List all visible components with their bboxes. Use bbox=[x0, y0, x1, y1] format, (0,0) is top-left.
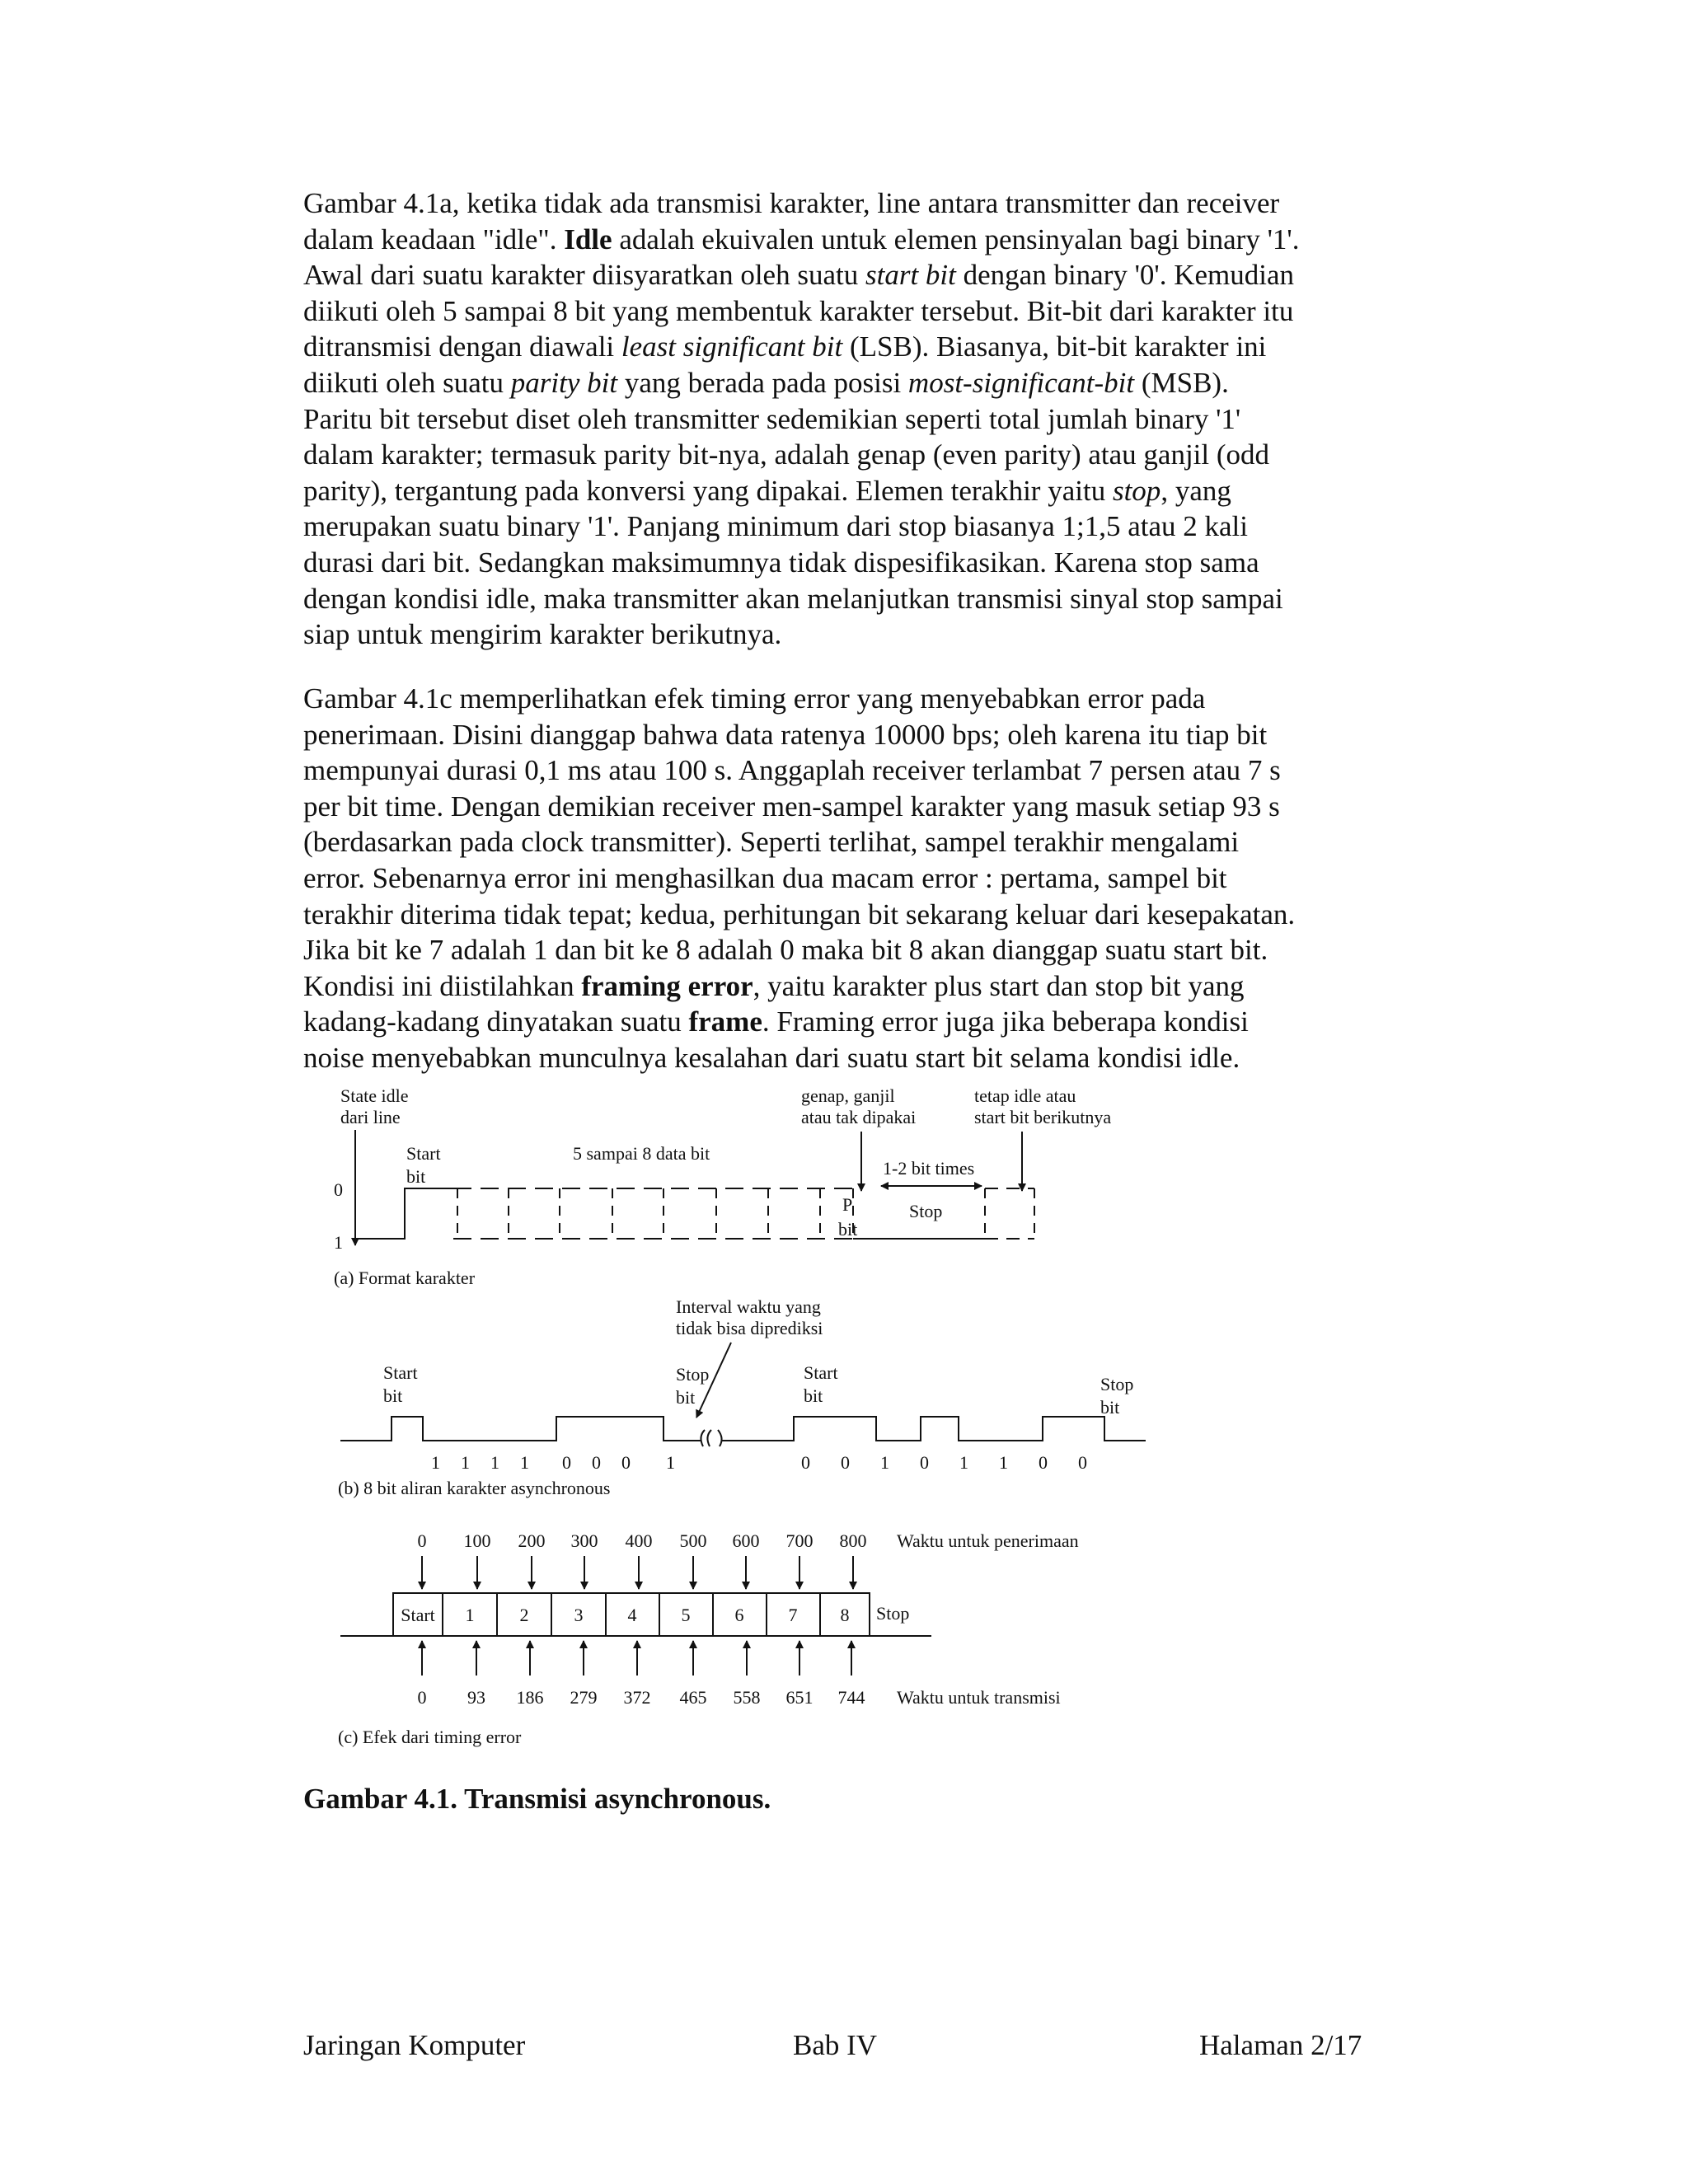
transmit-time: 279 bbox=[570, 1687, 598, 1708]
receive-time: 200 bbox=[518, 1530, 546, 1551]
transmit-time: 651 bbox=[785, 1687, 814, 1708]
text-run: adalah ekuivalen untuk elemen pensinyalan bagi binary '1'. bbox=[612, 223, 1300, 255]
receive-time: 500 bbox=[679, 1530, 707, 1551]
cell-label: 8 bbox=[840, 1605, 850, 1625]
text-run: Kondisi ini diistilahkan bbox=[303, 969, 582, 1002]
text-run: Paritu bit tersebut diset oleh transmitter sedemikian seperti total jumlah binary '1' bbox=[303, 402, 1241, 435]
label-b-stop: Stop bbox=[676, 1364, 710, 1385]
text-line bbox=[303, 401, 1391, 438]
bit-label: 1 bbox=[461, 1452, 470, 1473]
receive-arrows bbox=[422, 1556, 853, 1589]
receive-time: 0 bbox=[417, 1530, 427, 1551]
label-parity-2: atau tak dipakai bbox=[801, 1107, 917, 1127]
footer-book-title: Jaringan Komputer bbox=[303, 2029, 526, 2061]
caption-b: (b) 8 bit aliran karakter asynchronous bbox=[338, 1478, 611, 1498]
paragraph-frame-format bbox=[303, 185, 1391, 653]
label-level-1: 1 bbox=[334, 1232, 343, 1253]
text-line bbox=[303, 968, 1391, 1005]
bit-label: 1 bbox=[490, 1452, 499, 1473]
text-run: , yaitu karakter plus start dan stop bit yang bbox=[753, 969, 1245, 1002]
bit-label: 1 bbox=[520, 1452, 529, 1473]
figure-b bbox=[338, 1296, 1146, 1498]
italic-term: stop bbox=[1112, 474, 1161, 507]
label-b-stop-bit: bit bbox=[676, 1387, 696, 1408]
label-level-0: 0 bbox=[334, 1179, 343, 1200]
bit-label: 1 bbox=[431, 1452, 440, 1473]
label-dari-line: dari line bbox=[340, 1107, 401, 1127]
label-c-stop: Stop bbox=[876, 1603, 910, 1624]
figure-caption: Gambar 4.1. Transmisi asynchronous. bbox=[303, 1783, 771, 1815]
transmit-time: 93 bbox=[467, 1687, 485, 1708]
waveform-next-dashed bbox=[985, 1188, 1034, 1239]
label-p-bit: bit bbox=[838, 1219, 858, 1240]
waveform-char-2 bbox=[721, 1417, 1146, 1441]
label-stop: Stop bbox=[909, 1201, 943, 1221]
transmit-arrows bbox=[422, 1641, 851, 1675]
receive-time: 800 bbox=[839, 1530, 867, 1551]
text-line bbox=[303, 545, 1391, 581]
text-run: . Framing error juga jika beberapa kondisi bbox=[762, 1005, 1249, 1038]
transmit-time: 744 bbox=[837, 1687, 865, 1708]
italic-term: least significant bit bbox=[621, 330, 843, 363]
text-run: Gambar 4.1c memperlihatkan efek timing error yang menyebabkan error pada bbox=[303, 682, 1206, 715]
bit-label: 0 bbox=[592, 1452, 601, 1473]
text-run: (MSB). bbox=[1134, 366, 1229, 399]
receive-times bbox=[418, 1530, 867, 1551]
bit-label: 0 bbox=[801, 1452, 810, 1473]
text-run: diikuti oleh 5 sampai 8 bit yang membentuk karakter tersebut. Bit-bit dari karakter itu bbox=[303, 294, 1294, 327]
label-b-start2: Start bbox=[804, 1362, 838, 1383]
text-run: Awal dari suatu karakter diisyaratkan oleh suatu bbox=[303, 259, 865, 292]
text-run: dalam karakter; termasuk parity bit-nya, adalah genap (even parity) atau ganjil (odd bbox=[303, 438, 1270, 471]
footer-chapter: Bab IV bbox=[793, 2029, 878, 2061]
text-run: durasi dari bit. Sedangkan maksimumnya tidak dispesifikasikan. Karena stop sama bbox=[303, 546, 1259, 579]
text-line bbox=[303, 437, 1391, 473]
text-line bbox=[303, 932, 1391, 968]
italic-term: start bit bbox=[865, 259, 956, 292]
label-parity-1: genap, ganjil bbox=[801, 1085, 895, 1106]
text-line bbox=[303, 581, 1391, 617]
label-b-start2-bit: bit bbox=[804, 1385, 823, 1406]
label-start: Start bbox=[406, 1143, 441, 1164]
text-line bbox=[303, 860, 1391, 897]
text-run: dengan kondisi idle, maka transmitter akan melanjutkan transmisi sinyal stop sampai bbox=[303, 582, 1283, 615]
text-run: error. Sebenarnya error ini menghasilkan dua macam error : pertama, sampel bit bbox=[303, 861, 1227, 894]
bit-label: 1 bbox=[999, 1452, 1008, 1473]
bold-term: frame bbox=[688, 1005, 762, 1038]
text-run: , yang bbox=[1160, 474, 1231, 507]
transmit-time: 186 bbox=[516, 1687, 544, 1708]
bits-first bbox=[431, 1452, 675, 1473]
bit-label: 0 bbox=[841, 1452, 850, 1473]
text-line bbox=[303, 752, 1391, 789]
text-run: diikuti oleh suatu bbox=[303, 366, 511, 399]
cell-label: 3 bbox=[574, 1605, 584, 1625]
bit-label: 1 bbox=[880, 1452, 889, 1473]
transmit-time: 0 bbox=[417, 1687, 427, 1708]
text-run: (LSB). Biasanya, bit-bit karakter ini bbox=[842, 330, 1267, 363]
bit-label: 0 bbox=[1039, 1452, 1048, 1473]
text-run: kadang-kadang dinyatakan suatu bbox=[303, 1005, 689, 1038]
label-data-bits: 5 sampai 8 data bit bbox=[573, 1143, 710, 1164]
cell-label: Start bbox=[401, 1605, 435, 1625]
label-start-bit: bit bbox=[406, 1166, 426, 1187]
frame-cells bbox=[401, 1605, 849, 1625]
text-line bbox=[303, 1040, 1391, 1076]
text-run: ditransmisi dengan diawali bbox=[303, 330, 621, 363]
transmit-time: 372 bbox=[623, 1687, 651, 1708]
text-run: Gambar 4.1a, ketika tidak ada transmisi karakter, line antara transmitter dan receiver bbox=[303, 187, 1280, 219]
cell-label: 1 bbox=[465, 1605, 475, 1625]
label-p: P bbox=[842, 1194, 853, 1215]
figure-a bbox=[334, 1085, 1111, 1288]
label-interval-1: Interval waktu yang bbox=[676, 1296, 821, 1317]
italic-term: parity bit bbox=[510, 366, 618, 399]
waveform-char-1 bbox=[340, 1417, 701, 1441]
text-run: Jika bit ke 7 adalah 1 dan bit ke 8 adalah 0 maka bit 8 akan dianggap suatu start bit. bbox=[303, 934, 1268, 967]
text-line bbox=[303, 616, 1391, 653]
label-b-stop2-bit: bit bbox=[1100, 1397, 1120, 1418]
text-line bbox=[303, 681, 1391, 717]
text-line bbox=[303, 824, 1391, 860]
text-line bbox=[303, 222, 1391, 258]
bit-label: 1 bbox=[666, 1452, 675, 1473]
caption-c: (c) Efek dari timing error bbox=[338, 1727, 522, 1747]
text-run: noise menyebabkan munculnya kesalahan dari suatu start bit selama kondisi idle. bbox=[303, 1041, 1240, 1074]
transmit-times bbox=[418, 1687, 865, 1708]
bits-second bbox=[801, 1452, 1087, 1473]
text-run: mempunyai durasi 0,1 ms atau 100 s. Anggaplah receiver terlambat 7 persen atau 7 s bbox=[303, 754, 1281, 787]
cell-label: 7 bbox=[788, 1605, 798, 1625]
waveform-start bbox=[357, 1188, 453, 1239]
text-run: siap untuk mengirim karakter berikutnya. bbox=[303, 618, 782, 651]
label-idle-1: tetap idle atau bbox=[974, 1085, 1076, 1106]
receive-time: 300 bbox=[570, 1530, 598, 1551]
text-run: penerimaan. Disini dianggap bahwa data ratenya 10000 bps; oleh karena itu tiap bit bbox=[303, 718, 1268, 751]
cell-label: 5 bbox=[681, 1605, 691, 1625]
text-run: dalam keadaan "idle". bbox=[303, 223, 565, 255]
bit-label: 0 bbox=[1078, 1452, 1087, 1473]
cell-label: 6 bbox=[734, 1605, 744, 1625]
receive-time: 100 bbox=[463, 1530, 491, 1551]
label-b-stop2: Stop bbox=[1100, 1374, 1134, 1394]
text-run: terakhir diterima tidak tepat; kedua, perhitungan bit sekarang keluar dari kesepakatan. bbox=[303, 898, 1296, 930]
label-receive: Waktu untuk penerimaan bbox=[897, 1530, 1079, 1551]
label-interval-2: tidak bisa diprediksi bbox=[676, 1318, 823, 1338]
text-line bbox=[303, 365, 1391, 401]
label-b-start: Start bbox=[383, 1362, 418, 1383]
cell-label: 4 bbox=[627, 1605, 637, 1625]
figure-c bbox=[338, 1530, 1079, 1747]
gap-squiggle bbox=[701, 1430, 721, 1446]
text-line bbox=[303, 509, 1391, 545]
text-run: (berdasarkan pada clock transmitter). Seperti terlihat, sampel terakhir mengalami bbox=[303, 826, 1240, 859]
waveform-data-dashed bbox=[453, 1188, 853, 1239]
receive-time: 400 bbox=[625, 1530, 653, 1551]
text-line bbox=[303, 897, 1391, 933]
text-run: dengan binary '0'. Kemudian bbox=[955, 259, 1295, 292]
text-line bbox=[303, 473, 1391, 509]
bit-label: 0 bbox=[920, 1452, 929, 1473]
paragraph-timing-error bbox=[303, 681, 1391, 1076]
bold-term: Idle bbox=[564, 223, 612, 255]
data-bit-ticks bbox=[457, 1188, 1034, 1239]
receive-time: 700 bbox=[785, 1530, 814, 1551]
receive-time: 600 bbox=[732, 1530, 760, 1551]
italic-term: most-significant-bit bbox=[907, 366, 1135, 399]
text-run: per bit time. Dengan demikian receiver men-sampel karakter yang masuk setiap 93 s bbox=[303, 790, 1280, 823]
bit-label: 0 bbox=[562, 1452, 571, 1473]
bit-label: 0 bbox=[621, 1452, 631, 1473]
cell-label: 2 bbox=[519, 1605, 529, 1625]
label-b-start-bit: bit bbox=[383, 1385, 403, 1406]
text-line bbox=[303, 257, 1391, 293]
transmit-time: 465 bbox=[679, 1687, 707, 1708]
transmit-time: 558 bbox=[733, 1687, 761, 1708]
text-line bbox=[303, 293, 1391, 330]
label-idle-2: start bit berikutnya bbox=[974, 1107, 1112, 1127]
figure-async-transmission bbox=[326, 1084, 1175, 1760]
label-transmit: Waktu untuk transmisi bbox=[897, 1687, 1061, 1708]
text-line bbox=[303, 789, 1391, 825]
text-run: yang berada pada posisi bbox=[617, 366, 908, 399]
bit-label: 1 bbox=[959, 1452, 968, 1473]
text-line bbox=[303, 1004, 1391, 1040]
text-line bbox=[303, 329, 1391, 365]
bold-term: framing error bbox=[581, 969, 753, 1002]
label-bit-times: 1-2 bit times bbox=[883, 1158, 975, 1179]
text-line bbox=[303, 185, 1391, 222]
text-run: parity), tergantung pada konversi yang dipakai. Elemen terakhir yaitu bbox=[303, 474, 1113, 507]
footer-page-number: Halaman 2/17 bbox=[1199, 2029, 1362, 2061]
label-state-idle: State idle bbox=[340, 1085, 409, 1106]
text-run: merupakan suatu binary '1'. Panjang minimum dari stop biasanya 1;1,5 atau 2 kali bbox=[303, 510, 1248, 543]
caption-a: (a) Format karakter bbox=[334, 1268, 476, 1288]
text-line bbox=[303, 717, 1391, 753]
